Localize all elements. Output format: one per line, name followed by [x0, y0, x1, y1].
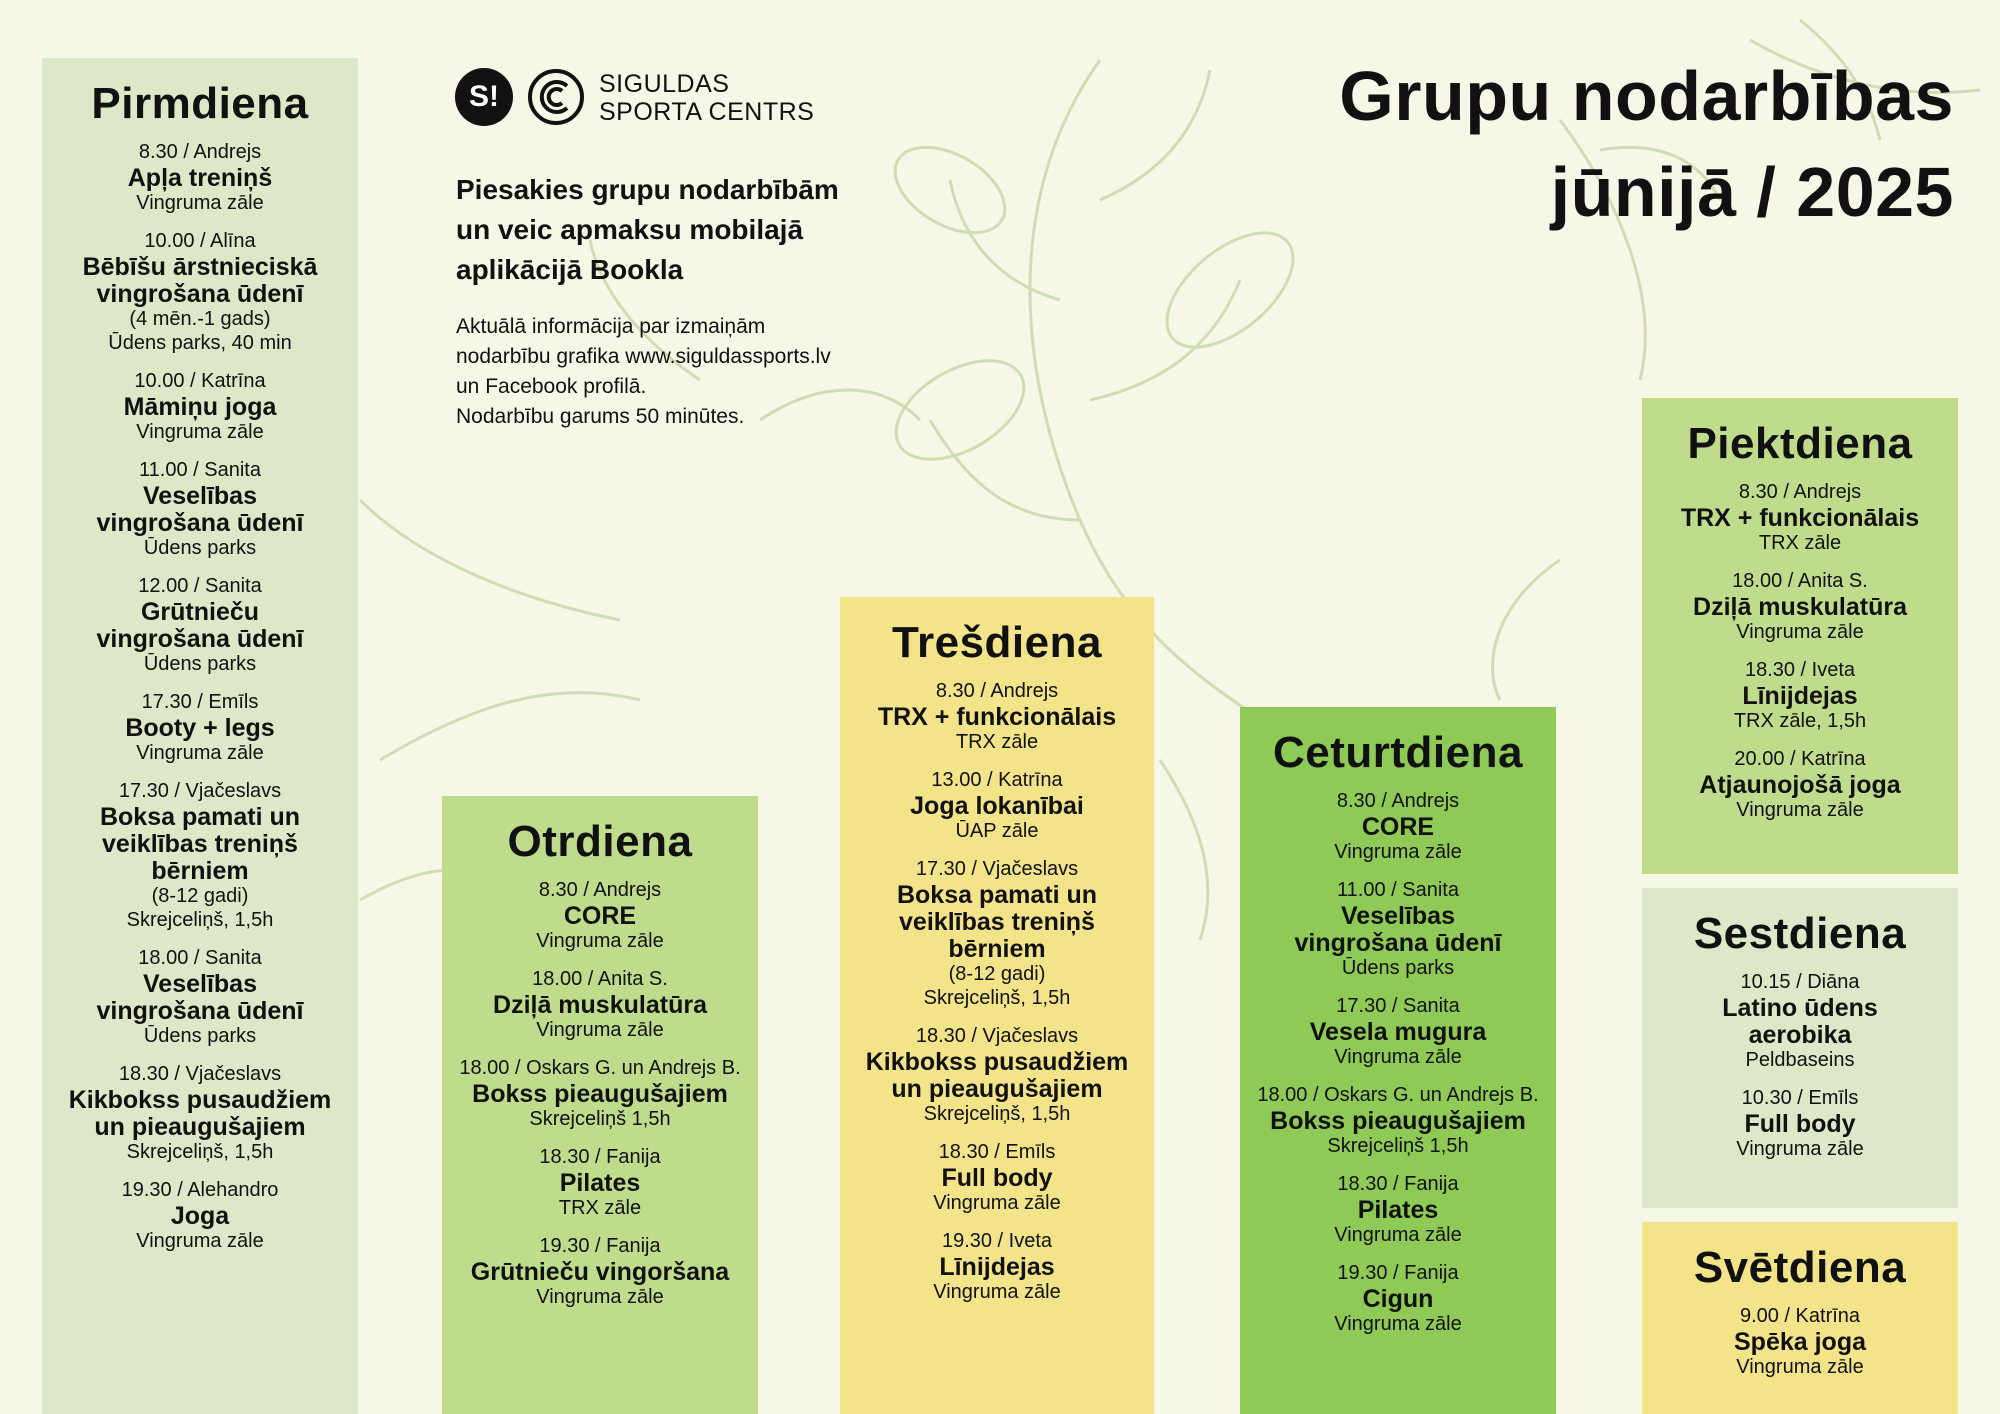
day-column-thursday: [1240, 707, 1556, 1414]
class-name: Veselības: [143, 482, 257, 510]
class-name: Latino ūdens: [1722, 994, 1878, 1022]
promo-block: [456, 170, 916, 432]
class-name: Dziļā muskulatūra: [1693, 593, 1907, 621]
sports-centre-icon: [527, 68, 585, 126]
class-location: Vingruma zāle: [136, 192, 264, 214]
class-entry: [1240, 1261, 1556, 1337]
class-entry: [42, 690, 358, 766]
class-entry: [42, 1178, 358, 1254]
class-location: Skrejceliņš, 1,5h: [126, 909, 274, 931]
class-name: vingrošana ūdenī: [1294, 929, 1502, 957]
class-time-instructor: 19.30 / Fanija: [539, 1235, 661, 1257]
brand-name: SIGULDAS SPORTA CENTRS: [599, 70, 815, 126]
class-time-instructor: 12.00 / Sanita: [138, 575, 262, 597]
class-location: Skrejceliņš, 1,5h: [126, 1141, 274, 1163]
class-time-instructor: 18.30 / Fanija: [539, 1146, 661, 1168]
class-name: Dziļā muskulatūra: [493, 991, 707, 1019]
class-name: Cigun: [1362, 1285, 1434, 1313]
class-time-instructor: 19.30 / Iveta: [941, 1230, 1053, 1252]
class-name: Full body: [941, 1164, 1053, 1192]
class-location: Skrejceliņš 1,5h: [1327, 1135, 1469, 1157]
day-title: Svētdiena: [1693, 1243, 1907, 1292]
class-name: vingrošana ūdenī: [96, 625, 304, 653]
class-name: CORE: [1361, 813, 1435, 841]
class-time-instructor: 18.00 / Oskars G. un Andrejs B.: [459, 1057, 741, 1079]
day-title: Sestdiena: [1693, 909, 1907, 958]
class-time-instructor: 10.30 / Emīls: [1741, 1087, 1859, 1109]
class-time-instructor: 13.00 / Katrīna: [931, 769, 1063, 791]
class-location: Skrejceliņš, 1,5h: [923, 987, 1071, 1009]
class-location: Vingruma zāle: [536, 1019, 664, 1041]
day-column-wednesday: [840, 597, 1154, 1414]
class-location: TRX zāle: [558, 1197, 642, 1219]
class-location: Vingruma zāle: [1736, 1356, 1864, 1378]
class-entry: [442, 878, 758, 954]
class-location: ŪAP zāle: [955, 820, 1039, 842]
class-entry: [442, 1234, 758, 1310]
class-name: Atjaunojošā joga: [1699, 771, 1901, 799]
class-time-instructor: 8.30 / Andrejs: [935, 680, 1059, 702]
class-entry: [1642, 1304, 1958, 1380]
class-location: Vingruma zāle: [1736, 1138, 1864, 1160]
class-entry: [442, 1056, 758, 1132]
siguldas-s-logo: S!: [455, 68, 513, 126]
class-time-instructor: 17.30 / Sanita: [1336, 995, 1460, 1017]
class-location: TRX zāle: [955, 731, 1039, 753]
class-time-instructor: 8.30 / Andrejs: [1738, 481, 1862, 503]
class-name: veiklības treniņš: [899, 908, 1095, 936]
class-entry: [1240, 789, 1556, 865]
class-entry: [1642, 970, 1958, 1073]
class-time-instructor: 19.30 / Fanija: [1337, 1262, 1459, 1284]
class-time-instructor: 18.00 / Anita S.: [1732, 570, 1868, 592]
class-name: TRX + funkcionālais: [877, 703, 1117, 731]
class-name: Boksa pamati un: [896, 881, 1098, 909]
class-entry: [840, 1229, 1154, 1305]
class-entry: [1240, 1083, 1556, 1159]
class-time-instructor: 17.30 / Vjačeslavs: [118, 780, 282, 802]
class-location: Vingruma zāle: [1736, 621, 1864, 643]
class-entry: [1240, 1172, 1556, 1248]
class-name: Pilates: [1357, 1196, 1439, 1224]
class-name: Boksa pamati un: [99, 803, 301, 831]
class-entry: [42, 1062, 358, 1165]
day-title: Ceturtdiena: [1273, 728, 1523, 777]
class-location: Vingruma zāle: [536, 930, 664, 952]
day-column-friday: [1642, 398, 1958, 874]
class-time-instructor: 8.30 / Andrejs: [138, 141, 262, 163]
class-entry: [840, 1024, 1154, 1127]
class-entry: [1240, 994, 1556, 1070]
class-name: bērniem: [948, 935, 1046, 963]
class-time-instructor: 17.30 / Vjačeslavs: [915, 858, 1079, 880]
class-name: Māmiņu joga: [123, 393, 277, 421]
class-time-instructor: 8.30 / Andrejs: [1336, 790, 1460, 812]
class-time-instructor: 18.00 / Anita S.: [532, 968, 668, 990]
class-location: Vingruma zāle: [136, 1230, 264, 1252]
day-column-tuesday: [442, 796, 758, 1414]
class-note: (4 mēn.-1 gads): [129, 308, 271, 330]
class-location: Skrejceliņš 1,5h: [529, 1108, 671, 1130]
class-name: Joga lokanībai: [910, 792, 1084, 820]
class-time-instructor: 18.30 / Iveta: [1744, 659, 1856, 681]
class-name: Veselības: [143, 970, 257, 998]
class-entry: [42, 779, 358, 933]
class-name: vingrošana ūdenī: [96, 997, 304, 1025]
day-title: Trešdiena: [892, 618, 1102, 667]
class-name: vingrošana ūdenī: [96, 509, 304, 537]
class-entry: [442, 1145, 758, 1221]
class-note: (8-12 gadi): [948, 963, 1046, 985]
class-name: Kikbokss pusaudžiem: [865, 1048, 1129, 1076]
day-title: Pirmdiena: [91, 79, 309, 128]
class-name: Pilates: [559, 1169, 641, 1197]
class-time-instructor: 18.30 / Vjačeslavs: [915, 1025, 1079, 1047]
class-time-instructor: 10.00 / Alīna: [144, 230, 256, 252]
class-location: Vingruma zāle: [1334, 1046, 1462, 1068]
class-entry: [42, 946, 358, 1049]
class-location: Skrejceliņš, 1,5h: [923, 1103, 1071, 1125]
class-location: Vingruma zāle: [933, 1281, 1061, 1303]
class-entry: [840, 679, 1154, 755]
class-location: TRX zāle, 1,5h: [1733, 710, 1867, 732]
class-name: Veselības: [1341, 902, 1455, 930]
class-name: aerobika: [1748, 1021, 1852, 1049]
class-time-instructor: 20.00 / Katrīna: [1734, 748, 1866, 770]
class-location: Vingruma zāle: [1334, 1313, 1462, 1335]
promo-headline: Piesakies grupu nodarbībām un veic apmaksu mobilajā aplikācijā Bookla: [456, 174, 839, 285]
page-title: Grupu nodarbības jūnijā / 2025: [1339, 57, 1954, 231]
class-time-instructor: 10.00 / Katrīna: [134, 370, 266, 392]
class-entry: [42, 140, 358, 216]
class-entry: [1642, 1086, 1958, 1162]
class-name: CORE: [563, 902, 637, 930]
class-time-instructor: 18.00 / Oskars G. un Andrejs B.: [1257, 1084, 1539, 1106]
class-name: un pieaugušajiem: [94, 1113, 306, 1141]
class-name: Kikbokss pusaudžiem: [68, 1086, 332, 1114]
class-name: Booty + legs: [125, 714, 275, 742]
class-time-instructor: 11.00 / Sanita: [139, 459, 261, 481]
class-name: Vesela mugura: [1309, 1018, 1487, 1046]
class-time-instructor: 17.30 / Emīls: [141, 691, 259, 713]
day-title: Otrdiena: [507, 817, 693, 866]
class-location: Vingruma zāle: [1736, 799, 1864, 821]
class-name: Līnijdejas: [939, 1253, 1055, 1281]
class-location: Ūdens parks: [143, 653, 257, 675]
class-name: Apļa treniņš: [127, 164, 273, 192]
class-location: Vingruma zāle: [136, 742, 264, 764]
day-title: Piektdiena: [1687, 419, 1913, 468]
class-location: Peldbaseins: [1745, 1049, 1855, 1071]
class-name: un pieaugušajiem: [891, 1075, 1103, 1103]
class-time-instructor: 18.30 / Fanija: [1337, 1173, 1459, 1195]
class-time-instructor: 19.30 / Alehandro: [121, 1179, 279, 1201]
class-name: Grūtnieču: [140, 598, 260, 626]
class-name: Spēka joga: [1734, 1328, 1866, 1356]
class-entry: [1642, 569, 1958, 645]
class-location: Vingruma zāle: [1334, 841, 1462, 863]
class-name: Joga: [170, 1202, 230, 1230]
class-name: bērniem: [151, 857, 249, 885]
class-location: Ūdens parks: [143, 1025, 257, 1047]
class-location: Ūdens parks: [143, 537, 257, 559]
day-column-monday: [42, 58, 358, 1414]
class-entry: [42, 574, 358, 677]
class-name: TRX + funkcionālais: [1680, 504, 1920, 532]
class-name: veiklības treniņš: [102, 830, 298, 858]
class-name: Bokss pieaugušajiem: [1270, 1107, 1526, 1135]
class-entry: [42, 458, 358, 561]
class-location: Ūdens parks: [1341, 957, 1455, 979]
class-location: Vingruma zāle: [136, 421, 264, 443]
class-name: Bokss pieaugušajiem: [472, 1080, 728, 1108]
class-location: Vingruma zāle: [536, 1286, 664, 1308]
class-entry: [1240, 878, 1556, 981]
class-entry: [42, 229, 358, 356]
class-entry: [42, 369, 358, 445]
class-location: Ūdens parks, 40 min: [108, 332, 292, 354]
class-time-instructor: 18.30 / Emīls: [938, 1141, 1056, 1163]
class-location: TRX zāle: [1758, 532, 1842, 554]
class-entry: [840, 768, 1154, 844]
class-name: Līnijdejas: [1742, 682, 1858, 710]
class-entry: [1642, 658, 1958, 734]
class-time-instructor: 11.00 / Sanita: [1337, 879, 1459, 901]
class-entry: [1642, 747, 1958, 823]
class-name: Bēbīšu ārstnieciskā: [82, 253, 318, 281]
class-time-instructor: 9.00 / Katrīna: [1739, 1305, 1861, 1327]
class-entry: [1642, 480, 1958, 556]
class-location: Vingruma zāle: [1334, 1224, 1462, 1246]
class-time-instructor: 8.30 / Andrejs: [538, 879, 662, 901]
day-column-saturday: [1642, 888, 1958, 1208]
class-time-instructor: 18.30 / Vjačeslavs: [118, 1063, 282, 1085]
class-note: (8-12 gadi): [151, 885, 249, 907]
day-column-sunday: [1642, 1222, 1958, 1414]
promo-info: Aktuālā informācija par izmaiņām nodarbību grafika www.siguldassports.lv un Facebook profilā. Nodarbību garums 50 minūtes.: [456, 315, 831, 428]
class-time-instructor: 10.15 / Diāna: [1740, 971, 1860, 993]
class-time-instructor: 18.00 / Sanita: [138, 947, 262, 969]
class-entry: [442, 967, 758, 1043]
class-entry: [840, 857, 1154, 1011]
class-location: Vingruma zāle: [933, 1192, 1061, 1214]
class-name: vingrošana ūdenī: [96, 280, 304, 308]
class-name: Grūtnieču vingoršana: [470, 1258, 730, 1286]
class-name: Full body: [1744, 1110, 1856, 1138]
class-entry: [840, 1140, 1154, 1216]
